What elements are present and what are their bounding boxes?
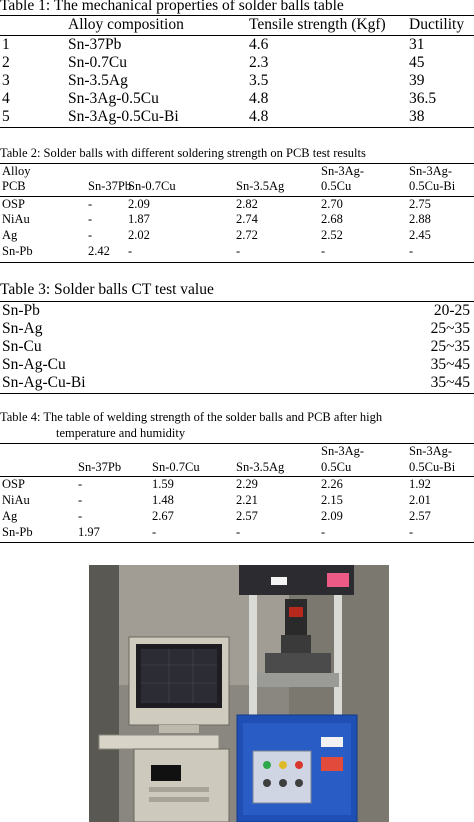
table2-cell: 1.87 xyxy=(128,212,150,226)
table4-header-top-col5: Sn-3Ag- xyxy=(321,444,365,458)
table4-cell: Sn-Pb xyxy=(2,525,33,539)
table2-cell: 2.82 xyxy=(236,197,258,211)
table2-header-col6: 0.5Cu-Bi xyxy=(409,179,456,193)
table4-top-rule xyxy=(0,443,474,444)
table1-cell-index: 3 xyxy=(2,72,10,89)
table4-cell: 2.26 xyxy=(321,477,343,491)
table4-cell: 2.57 xyxy=(236,509,258,523)
table3-cell-alloy: Sn-Cu xyxy=(2,338,42,355)
table4-cell: - xyxy=(236,525,241,539)
table2-header-col5: 0.5Cu xyxy=(321,179,352,193)
table4-cell: NiAu xyxy=(2,493,30,507)
table4-cell: 2.09 xyxy=(321,509,343,523)
table2-top-rule xyxy=(0,163,474,164)
table1-header-alloy: Alloy composition xyxy=(68,16,184,33)
table3-cell-value: 35~45 xyxy=(430,374,470,391)
table4-cell: 2.21 xyxy=(236,493,258,507)
table2-cell: Sn-Pb xyxy=(2,244,33,258)
table4-cell: - xyxy=(78,509,83,523)
table1-cell-alloy: Sn-37Pb xyxy=(68,36,122,53)
table4-header-col3: Sn-0.7Cu xyxy=(152,460,200,474)
table1-header-tensile: Tensile strength (Kgf) xyxy=(249,16,386,33)
table1-cell-index: 4 xyxy=(2,90,10,107)
table1-cell-index: 1 xyxy=(2,36,10,53)
table1-cell-tensile: 4.8 xyxy=(249,90,269,107)
table1-cell-tensile: 4.6 xyxy=(249,36,269,53)
table2-header-pcb: PCB xyxy=(2,179,26,193)
table3-cell-value: 25~35 xyxy=(430,320,470,337)
table1-cell-alloy: Sn-3.5Ag xyxy=(68,72,128,89)
table4-cell: Ag xyxy=(2,509,18,523)
table2-cell: NiAu xyxy=(2,212,30,226)
table2-header-top-col6: Sn-3Ag- xyxy=(409,164,453,178)
table2-cell: 2.52 xyxy=(321,228,343,242)
table3-cell-alloy: Sn-Ag-Cu-Bi xyxy=(2,374,86,391)
table1-cell-alloy: Sn-3Ag-0.5Cu xyxy=(68,90,159,107)
table4-cell: 2.67 xyxy=(152,509,174,523)
table3-bottom-rule xyxy=(0,393,474,394)
table4-cell: 1.59 xyxy=(152,477,174,491)
table2-header-alloy: Alloy xyxy=(2,164,31,178)
table2-cell: - xyxy=(88,212,93,226)
table2-cell: - xyxy=(88,228,93,242)
table4-caption-line2: temperature and humidity xyxy=(56,426,186,440)
table2-caption: Table 2: Solder balls with different soldering strength on PCB test results xyxy=(0,146,366,160)
table1-cell-index: 5 xyxy=(2,108,10,125)
table2-cell: 2.74 xyxy=(236,212,258,226)
table2-header-col3: Sn-0.7Cu xyxy=(128,179,176,193)
table4-header-col2: Sn-37Pb xyxy=(78,460,122,474)
table1-cell-alloy: Sn-3Ag-0.5Cu-Bi xyxy=(68,108,179,125)
table3-cell-value: 20-25 xyxy=(433,302,470,319)
table3-cell-alloy: Sn-Ag xyxy=(2,320,43,337)
table3-top-rule xyxy=(0,301,474,302)
table2-cell: Ag xyxy=(2,228,18,242)
table3-cell-alloy: Sn-Ag-Cu xyxy=(2,356,66,373)
table1-cell-alloy: Sn-0.7Cu xyxy=(68,54,127,71)
table2-cell: - xyxy=(236,244,241,258)
table2-cell: 2.88 xyxy=(409,212,431,226)
table1-cell-tensile: 3.5 xyxy=(249,72,269,89)
table2-cell: - xyxy=(321,244,326,258)
table4-cell: 2.15 xyxy=(321,493,343,507)
table1-cell-ductility: 31 xyxy=(409,36,425,53)
table3-cell-value: 35~45 xyxy=(430,356,470,373)
table4-cell: - xyxy=(152,525,157,539)
table2-cell: - xyxy=(88,197,93,211)
table2-cell: - xyxy=(409,244,414,258)
table1-cell-index: 2 xyxy=(2,54,10,71)
table1-cell-ductility: 38 xyxy=(409,108,425,125)
table2-cell: 2.45 xyxy=(409,228,431,242)
table1-cell-ductility: 45 xyxy=(409,54,425,71)
table2-cell: 2.72 xyxy=(236,228,258,242)
table2-cell: OSP xyxy=(2,197,25,211)
tensile-tester-photo xyxy=(89,565,389,822)
table1-cell-tensile: 4.8 xyxy=(249,108,269,125)
table3-caption: Table 3: Solder balls CT test value xyxy=(0,281,214,298)
table2-cell: 2.70 xyxy=(321,197,343,211)
table4-cell: - xyxy=(409,525,414,539)
table4-header-col4: Sn-3.5Ag xyxy=(236,460,285,474)
table2-cell: 2.02 xyxy=(128,228,150,242)
table1-cell-ductility: 39 xyxy=(409,72,425,89)
table2-header-col2: Sn-37Pb xyxy=(88,179,132,193)
table4-cell: - xyxy=(78,477,83,491)
table4-cell: 1.97 xyxy=(78,525,100,539)
table4-cell: OSP xyxy=(2,477,25,491)
table3-cell-alloy: Sn-Pb xyxy=(2,302,40,319)
table2-bottom-rule xyxy=(0,262,474,263)
table1-cell-ductility: 36.5 xyxy=(409,90,437,107)
table4-cell: 1.92 xyxy=(409,477,431,491)
table2-cell: 2.09 xyxy=(128,197,150,211)
table4-header-col5: 0.5Cu xyxy=(321,460,352,474)
table1-header-ductility: Ductility xyxy=(409,16,465,33)
table2-header-top-col5: Sn-3Ag- xyxy=(321,164,365,178)
table2-cell: 2.42 xyxy=(88,244,110,258)
table4-header-col6: 0.5Cu-Bi xyxy=(409,460,456,474)
table4-cell: 2.29 xyxy=(236,477,258,491)
table1-cell-tensile: 2.3 xyxy=(249,54,269,71)
table1-caption: Table 1: The mechanical properties of solder balls table xyxy=(0,0,344,14)
table4-cell: 2.57 xyxy=(409,509,431,523)
table4-cell: 2.01 xyxy=(409,493,431,507)
table2-cell: 2.75 xyxy=(409,197,431,211)
table4-header-top-col6: Sn-3Ag- xyxy=(409,444,453,458)
table4-cell: - xyxy=(78,493,83,507)
table2-cell: 2.68 xyxy=(321,212,343,226)
table2-header-col4: Sn-3.5Ag xyxy=(236,179,285,193)
table4-cell: 1.48 xyxy=(152,493,174,507)
table4-bottom-rule xyxy=(0,542,474,543)
table2-cell: - xyxy=(128,244,133,258)
table4-cell: - xyxy=(321,525,326,539)
table1-bottom-rule xyxy=(0,127,474,128)
table4-caption: Table 4: The table of welding strength of the solder balls and PCB after high xyxy=(0,410,383,424)
table3-cell-value: 25~35 xyxy=(430,338,470,355)
